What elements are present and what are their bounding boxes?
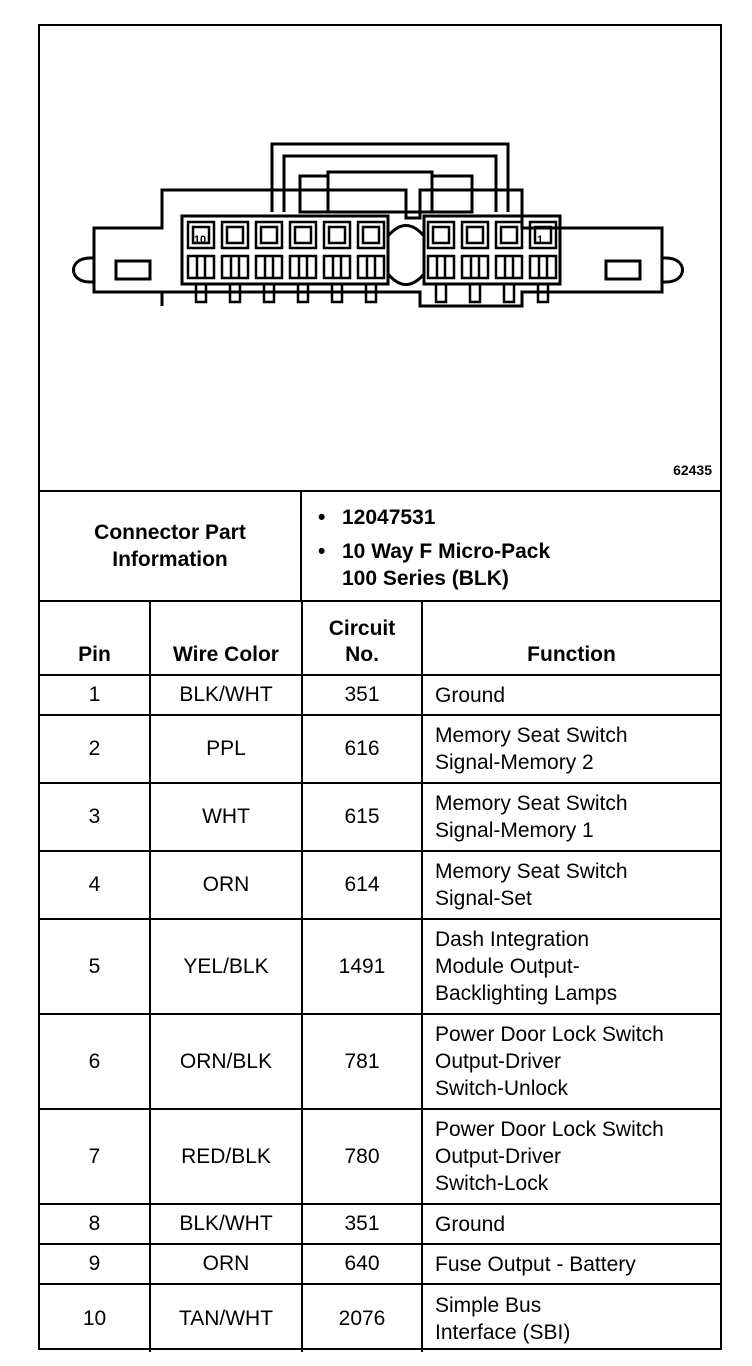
connector-diagram-panel (40, 26, 720, 492)
wire-color-cell: WHT (150, 783, 302, 851)
function-line: Power Door Lock Switch (435, 1118, 664, 1141)
table-row (40, 1284, 720, 1352)
function-line: Memory Seat Switch (435, 792, 628, 815)
header-circuit-line2: No. (345, 643, 379, 666)
function-cell (422, 675, 720, 715)
function-line: Power Door Lock Switch (435, 1023, 664, 1046)
function-line: Output-Driver (435, 1145, 562, 1168)
terminal-cavity-inner (467, 227, 483, 243)
terminal-cavity-inner (433, 227, 449, 243)
function-cell (422, 783, 720, 851)
terminal-foot (504, 284, 514, 302)
terminal-lock (496, 256, 522, 278)
terminal-group (188, 222, 556, 302)
circuit-cell: 351 (302, 1204, 422, 1244)
function-line: Switch-Unlock (435, 1077, 569, 1100)
wire-color-cell: ORN (150, 851, 302, 919)
terminal-lock (358, 256, 384, 278)
pin-cell: 10 (40, 1284, 150, 1352)
mount-ear-left (74, 258, 95, 282)
connector-face-drawing (40, 26, 720, 492)
connector-info-label: Connector Part Information (40, 492, 302, 600)
connector-info-line: • 12047531 (342, 506, 436, 529)
terminal-lock (256, 256, 282, 278)
latch-slot-left (300, 176, 328, 212)
connector-latch-inner (284, 156, 496, 212)
terminal-lock (428, 256, 454, 278)
header-circuit-line1: Circuit (328, 617, 396, 640)
wire-color-cell: BLK/WHT (150, 675, 302, 715)
terminal-cavity-inner (295, 227, 311, 243)
mount-ear-right (662, 258, 683, 282)
function-line: Dash Integration (435, 928, 590, 951)
terminal-cavity-inner (261, 227, 277, 243)
function-line: Signal-Set (435, 887, 532, 910)
wire-color-cell: TAN/WHT (150, 1284, 302, 1352)
terminal-lock (188, 256, 214, 278)
connector-info-line: • 10 Way F Micro-Pack (342, 540, 551, 563)
function-cell (422, 851, 720, 919)
connector-sheet (38, 24, 722, 1350)
terminal-foot (470, 284, 480, 302)
circuit-cell: 351 (302, 675, 422, 715)
table-row (40, 783, 720, 851)
table-row (40, 715, 720, 783)
function-line: Output-Driver (435, 1050, 562, 1073)
mount-window-right (606, 261, 640, 279)
terminal-lock (290, 256, 316, 278)
terminal-lock (222, 256, 248, 278)
pin-cell: 9 (40, 1244, 150, 1284)
function-line: Memory Seat Switch (435, 724, 628, 747)
function-line: Memory Seat Switch (435, 860, 628, 883)
pin-cell: 2 (40, 715, 150, 783)
header-circuit-no (302, 602, 422, 675)
pin-cell: 4 (40, 851, 150, 919)
pin-label-1: 1 (536, 234, 544, 246)
terminal-lock (462, 256, 488, 278)
function-line: Fuse Output - Battery (435, 1252, 636, 1276)
connector-info-row (40, 492, 720, 602)
mount-window-left (116, 261, 150, 279)
function-cell (422, 1014, 720, 1109)
function-cell (422, 919, 720, 1014)
function-line: Switch-Lock (435, 1172, 549, 1195)
header-pin: Pin (40, 602, 150, 675)
wire-color-cell: YEL/BLK (150, 919, 302, 1014)
pin-table (40, 602, 720, 1352)
terminal-foot (436, 284, 446, 302)
function-line: Module Output- (435, 955, 580, 978)
function-cell (422, 1204, 720, 1244)
function-line: Ground (435, 683, 506, 707)
pin-cell: 8 (40, 1204, 150, 1244)
terminal-lock (324, 256, 350, 278)
circuit-cell: 2076 (302, 1284, 422, 1352)
table-row (40, 1109, 720, 1204)
circuit-cell: 640 (302, 1244, 422, 1284)
function-line: Signal-Memory 2 (435, 751, 594, 774)
wire-color-cell: RED/BLK (150, 1109, 302, 1204)
wire-color-cell: PPL (150, 715, 302, 783)
terminal-cavity-inner (227, 227, 243, 243)
function-cell (422, 1244, 720, 1284)
function-line: Ground (435, 1212, 506, 1236)
function-cell (422, 715, 720, 783)
connector-info-line: 100 Series (BLK) (342, 567, 509, 590)
pin-cell: 7 (40, 1109, 150, 1204)
function-line: Simple Bus (435, 1293, 542, 1317)
connector-info-list (302, 492, 720, 600)
figure-number: 62435 (673, 462, 712, 478)
circuit-cell: 780 (302, 1109, 422, 1204)
pin-cell: 5 (40, 919, 150, 1014)
terminal-cavity-inner (363, 227, 379, 243)
pin-cell: 6 (40, 1014, 150, 1109)
function-line: Backlighting Lamps (435, 982, 618, 1005)
pin-cell: 3 (40, 783, 150, 851)
function-cell (422, 1284, 720, 1352)
table-row (40, 1244, 720, 1284)
table-row (40, 675, 720, 715)
wire-color-cell: BLK/WHT (150, 1204, 302, 1244)
connector-info-item (342, 504, 720, 531)
terminal-cavity-inner (501, 227, 517, 243)
function-cell (422, 1109, 720, 1204)
function-line: Interface (SBI) (435, 1320, 571, 1344)
wire-color-cell: ORN/BLK (150, 1014, 302, 1109)
pin-cell: 1 (40, 675, 150, 715)
table-header-row (40, 602, 720, 675)
table-row (40, 1014, 720, 1109)
function-line: Signal-Memory 1 (435, 819, 594, 842)
pin-table-body (40, 675, 720, 1352)
table-row (40, 919, 720, 1014)
header-function: Function (422, 602, 720, 675)
circuit-cell: 1491 (302, 919, 422, 1014)
latch-slot-right (432, 176, 472, 212)
circuit-cell: 615 (302, 783, 422, 851)
circuit-cell: 781 (302, 1014, 422, 1109)
circuit-cell: 616 (302, 715, 422, 783)
latch-center-tab (328, 172, 432, 212)
header-wire-color: Wire Color (150, 602, 302, 675)
table-row (40, 851, 720, 919)
connector-info-item (342, 538, 720, 592)
pin-label-10: 10 (193, 234, 207, 246)
table-row (40, 1204, 720, 1244)
terminal-lock (530, 256, 556, 278)
terminal-cavity-inner (329, 227, 345, 243)
center-post (388, 226, 424, 285)
circuit-cell: 614 (302, 851, 422, 919)
wire-color-cell: ORN (150, 1244, 302, 1284)
